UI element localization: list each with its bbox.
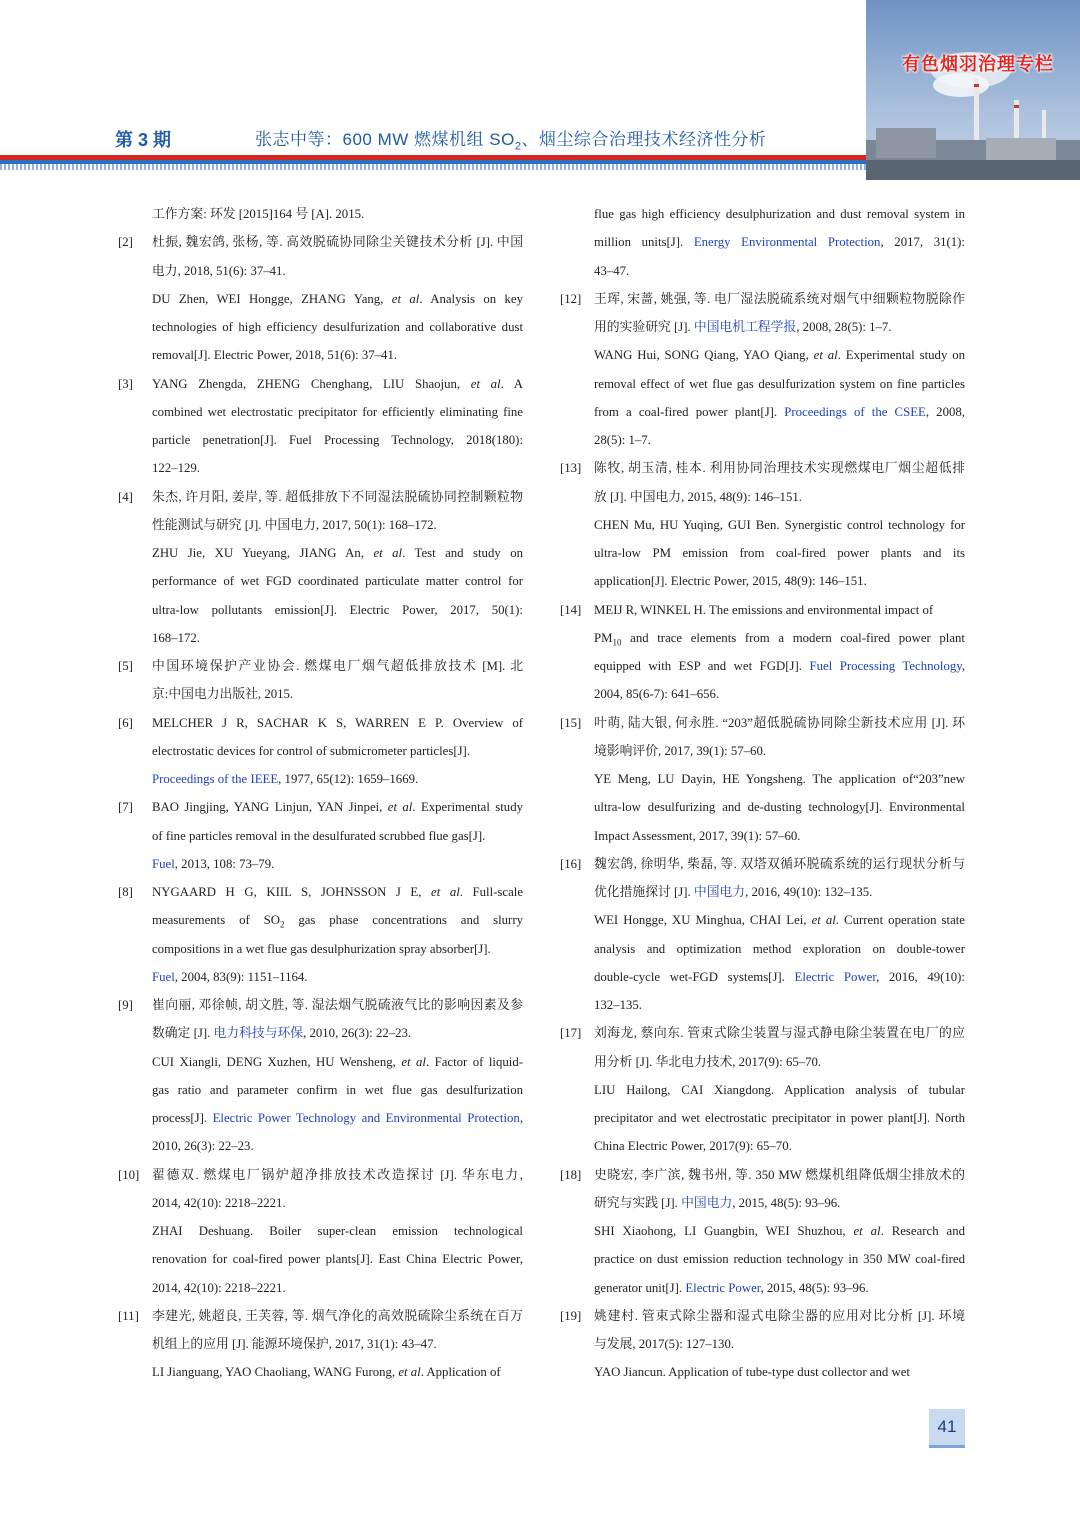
title-sub: 2 (514, 140, 522, 153)
reference-line: removal effect of wet flue gas desulfurization system on fine particles (594, 376, 965, 391)
reference-line: Fuel, 2013, 108: 73–79. (152, 856, 275, 871)
reference-line: compositions in a wet flue gas desulphurization spray absorber[J]. (152, 941, 491, 956)
reference-line: from a coal-fired power plant[J]. Proceedings of the CSEE, 2008, (594, 404, 965, 419)
title-pre: 张志中等：600 MW 燃煤机组 SO (255, 130, 515, 149)
reference-number: [19] (560, 1308, 582, 1323)
running-title (255, 125, 767, 153)
reference-line: CUI Xiangli, DENG Xuzhen, HU Wensheng, et al. Factor of liquid- (152, 1054, 523, 1069)
reference-line: 陈牧, 胡玉清, 桂本. 利用协同治理技术实现燃煤电厂烟尘超低排 (594, 461, 965, 476)
reference-number: [4] (118, 489, 133, 504)
reference-entry (118, 370, 523, 483)
reference-line: 2014, 42(10): 2218–2221. (152, 1195, 286, 1210)
page-number: 41 (929, 1409, 965, 1448)
issue-label: 第 3 期 (115, 130, 172, 150)
reference-line: 122–129. (152, 461, 200, 476)
reference-line: electrostatic devices for control of submicrometer particles[J]. (152, 743, 471, 758)
reference-line: performance of wet FGD coordinated particulate matter control for (152, 574, 523, 589)
reference-line: technologies of high efficiency desulfurization and collaborative dust (152, 320, 523, 334)
reference-entry (118, 652, 523, 709)
reference-number: [17] (560, 1026, 582, 1041)
reference-line: 刘海龙, 蔡向东. 管束式除尘装置与湿式静电除尘装置在电厂的应 (594, 1026, 965, 1041)
reference-line: gas ratio and parameter confirm in wet flue gas desulfurization (152, 1082, 523, 1097)
reference-line: 与发展, 2017(5): 127–130. (594, 1337, 735, 1351)
reference-line: Impact Assessment, 2017, 39(1): 57–60. (594, 828, 801, 843)
reference-line: 魏宏鸽, 徐明华, 柴磊, 等. 双塔双循环脱硫系统的运行现状分析与 (594, 856, 965, 871)
reference-line: 电力, 2018, 51(6): 37–41. (152, 263, 286, 278)
reference-line: 性能测试与研究 [J]. 中国电力, 2017, 50(1): 168–172. (152, 517, 437, 532)
reference-line: 用分析 [J]. 华北电力技术, 2017(9): 65–70. (594, 1054, 822, 1069)
reference-line: 翟德双. 燃煤电厂锅炉超净排放技术改造探讨 [J]. 华东电力, (152, 1167, 523, 1182)
reference-entry (118, 200, 523, 228)
reference-line: double-cycle wet-FGD systems[J]. Electric Power, 2016, 49(10): (594, 969, 965, 984)
reference-number: [7] (118, 800, 133, 815)
reference-number: [3] (118, 376, 133, 391)
reference-entry (118, 228, 523, 369)
reference-line: 用的实验研究 [J]. 中国电机工程学报, 2008, 28(5): 1–7. (594, 320, 892, 334)
reference-line: WANG Hui, SONG Qiang, YAO Qiang, et al. Experimental study on (594, 348, 965, 363)
reference-number: [6] (118, 715, 133, 730)
reference-line: ZHAI Deshuang. Boiler super-clean emission technological (152, 1224, 523, 1238)
reference-entry (118, 878, 523, 991)
reference-line: YE Meng, LU Dayin, HE Yongsheng. The application of“203”new (594, 772, 965, 786)
reference-entry (560, 1161, 965, 1302)
reference-line: WEI Hongge, XU Minghua, CHAI Lei, et al. Current operation state (594, 913, 965, 928)
reference-number: [18] (560, 1167, 582, 1182)
reference-entry (118, 793, 523, 878)
reference-line: 王珲, 宋蔷, 姚强, 等. 电厂湿法脱硫系统对烟气中细颗粒物脱除作 (594, 291, 965, 306)
reference-line: 放 [J]. 中国电力, 2015, 48(9): 146–151. (594, 489, 802, 504)
reference-entry (118, 483, 523, 653)
reference-entry (560, 285, 965, 455)
reference-line: generator unit[J]. Electric Power, 2015, 48(5): 93–96. (594, 1280, 869, 1295)
header-rule-stripe (0, 164, 866, 170)
reference-line: 43–47. (594, 263, 630, 278)
reference-line: 2010, 26(3): 22–23. (152, 1139, 254, 1154)
reference-number: [15] (560, 715, 582, 730)
reference-line: of fine particles removal in the desulfurated scrubbed flue gas[J]. (152, 828, 486, 843)
reference-entry (560, 1302, 965, 1387)
reference-line: 李建光, 姚超良, 王芙蓉, 等. 烟气净化的高效脱硫除尘系统在百万 (152, 1308, 523, 1323)
reference-line: 优化措施探讨 [J]. 中国电力, 2016, 49(10): 132–135. (594, 885, 873, 899)
reference-number: [5] (118, 659, 133, 673)
reference-line: 工作方案: 环发 [2015]164 号 [A]. 2015. (152, 207, 365, 221)
reference-line: renovation for coal-fired power plants[J]. East China Electric Power, (152, 1252, 523, 1267)
reference-line: YANG Zhengda, ZHENG Chenghang, LIU Shaojun, et al. A (152, 376, 523, 391)
reference-line: 168–172. (152, 630, 200, 645)
reference-entry (560, 596, 965, 709)
reference-entry (118, 1302, 523, 1387)
reference-line: ultra-low PM emission from coal-fired power plants and its (594, 546, 965, 560)
reference-number: [16] (560, 856, 582, 871)
reference-line: equipped with ESP and wet FGD[J]. Fuel Processing Technology, (594, 659, 965, 673)
reference-number: [12] (560, 291, 582, 306)
reference-line: $PM_{10}$ and trace elements from a modern coal-fired power plant (594, 630, 965, 648)
reference-entry (560, 1019, 965, 1160)
reference-line: MEIJ R, WINKEL H. The emissions and environmental impact of (594, 602, 934, 617)
reference-line: practice on dust emission reduction technology in 350 MW coal-fired (594, 1252, 965, 1267)
reference-line: YAO Jiancun. Application of tube-type dust collector and wet (594, 1365, 910, 1380)
reference-line: 2004, 85(6-7): 641–656. (594, 687, 720, 702)
title-post: 、烟尘综合治理技术经济性分析 (521, 130, 767, 149)
reference-line: China Electric Power, 2017(9): 65–70. (594, 1139, 792, 1154)
reference-line: CHEN Mu, HU Yuqing, GUI Ben. Synergistic control technology for (594, 517, 965, 532)
reference-line: 研究与实践 [J]. 中国电力, 2015, 48(5): 93–96. (594, 1195, 841, 1210)
reference-line: 杜振, 魏宏鸽, 张杨, 等. 高效脱硫协同除尘关键技术分析 [J]. 中国 (152, 235, 523, 250)
reference-line: NYGAARD H G, KIIL S, JOHNSSON J E, et al. Full-scale (152, 885, 523, 899)
reference-line: analysis and optimization method exploration on double-tower (594, 941, 965, 956)
reference-line: DU Zhen, WEI Hongge, ZHANG Yang, et al. Analysis on key (152, 291, 523, 306)
reference-line: 132–135. (594, 998, 642, 1012)
reference-line: 京:中国电力出版社, 2015. (152, 687, 294, 702)
reference-line: Proceedings of the IEEE, 1977, 65(12): 1659–1669. (152, 772, 419, 786)
references-left-column (118, 200, 523, 1387)
reference-line: ultra-low pollutants emission[J]. Electric Power, 2017, 50(1): (152, 602, 523, 617)
reference-line: LI Jianguang, YAO Chaoliang, WANG Furong, et al. Application of (152, 1365, 501, 1380)
reference-line: 史晓宏, 李广滨, 魏书州, 等. 350 MW 燃煤机组降低烟尘排放术的 (594, 1167, 965, 1182)
reference-line: process[J]. Electric Power Technology and Environmental Protection, (152, 1111, 523, 1125)
reference-line: BAO Jingjing, YANG Linjun, YAN Jinpei, et al. Experimental study (152, 800, 523, 815)
reference-line: Fuel, 2004, 83(9): 1151–1164. (152, 969, 308, 984)
reference-line: LIU Hailong, CAI Xiangdong. Application analysis of tubular (594, 1082, 965, 1097)
reference-line: measurements of $SO_2$ gas phase concentrations and slurry (152, 913, 523, 930)
reference-entry (560, 850, 965, 1020)
reference-line: 28(5): 1–7. (594, 433, 651, 447)
reference-line: ZHU Jie, XU Yueyang, JIANG An, et al. Test and study on (152, 546, 523, 560)
reference-number: [2] (118, 235, 133, 250)
reference-number: [13] (560, 461, 582, 476)
reference-entry (118, 1161, 523, 1302)
reference-line: 机组上的应用 [J]. 能源环境保护, 2017, 31(1): 43–47. (152, 1337, 437, 1351)
reference-line: ultra-low desulfurizing and de-dusting technology[J]. Environmental (594, 800, 965, 815)
power-plant-photo (866, 0, 1080, 180)
reference-line: 姚建村. 管束式除尘器和湿式电除尘器的应用对比分析 [J]. 环境 (594, 1308, 965, 1323)
reference-line: million units[J]. Energy Environmental Protection, 2017, 31(1): (594, 235, 965, 250)
reference-line: combined wet electrostatic precipitator for efficiently eliminating fine (152, 404, 523, 419)
reference-entry (118, 709, 523, 794)
reference-number: [8] (118, 885, 133, 899)
reference-entry (118, 991, 523, 1161)
reference-line: 数确定 [J]. 电力科技与环保, 2010, 26(3): 22–23. (152, 1026, 412, 1041)
reference-line: application[J]. Electric Power, 2015, 48(9): 146–151. (594, 574, 867, 589)
reference-number: [14] (560, 602, 582, 617)
reference-line: SHI Xiaohong, LI Guangbin, WEI Shuzhou, et al. Research and (594, 1224, 965, 1238)
reference-line: 崔向丽, 邓徐帧, 胡文胜, 等. 湿法烟气脱硫液气比的影响因素及参 (152, 998, 523, 1012)
reference-line: 境影响评价, 2017, 39(1): 57–60. (594, 743, 767, 758)
reference-line: 叶萌, 陆大银, 何永胜. “203”超低脱硫协同除尘新技术应用 [J]. 环 (594, 715, 965, 730)
reference-entry (560, 709, 965, 850)
reference-line: removal[J]. Electric Power, 2018, 51(6): 37–41. (152, 348, 398, 363)
reference-line: 朱杰, 许月阳, 姜岸, 等. 超低排放下不同湿法脱硫协同控制颗粒物 (152, 489, 523, 504)
references-right-column (560, 200, 965, 1387)
reference-number: [9] (118, 998, 133, 1012)
reference-line: MELCHER J R, SACHAR K S, WARREN E P. Overview of (152, 715, 523, 730)
reference-line: 2014, 42(10): 2218–2221. (152, 1280, 286, 1295)
reference-line: flue gas high efficiency desulphurization and dust removal system in (594, 207, 965, 221)
reference-entry (560, 200, 965, 285)
reference-line: 中国环境保护产业协会. 燃煤电厂烟气超低排放技术 [M]. 北 (152, 659, 523, 673)
reference-line: particle penetration[J]. Fuel Processing Technology, 2018(180): (152, 433, 523, 447)
reference-entry (560, 454, 965, 595)
reference-number: [10] (118, 1167, 140, 1182)
reference-number: [11] (118, 1308, 139, 1323)
page-header (0, 0, 1080, 180)
column-title: 有色烟羽治理专栏 (902, 54, 1054, 75)
reference-line: precipitator and wet electrostatic precipitator in power plant[J]. North (594, 1111, 965, 1125)
